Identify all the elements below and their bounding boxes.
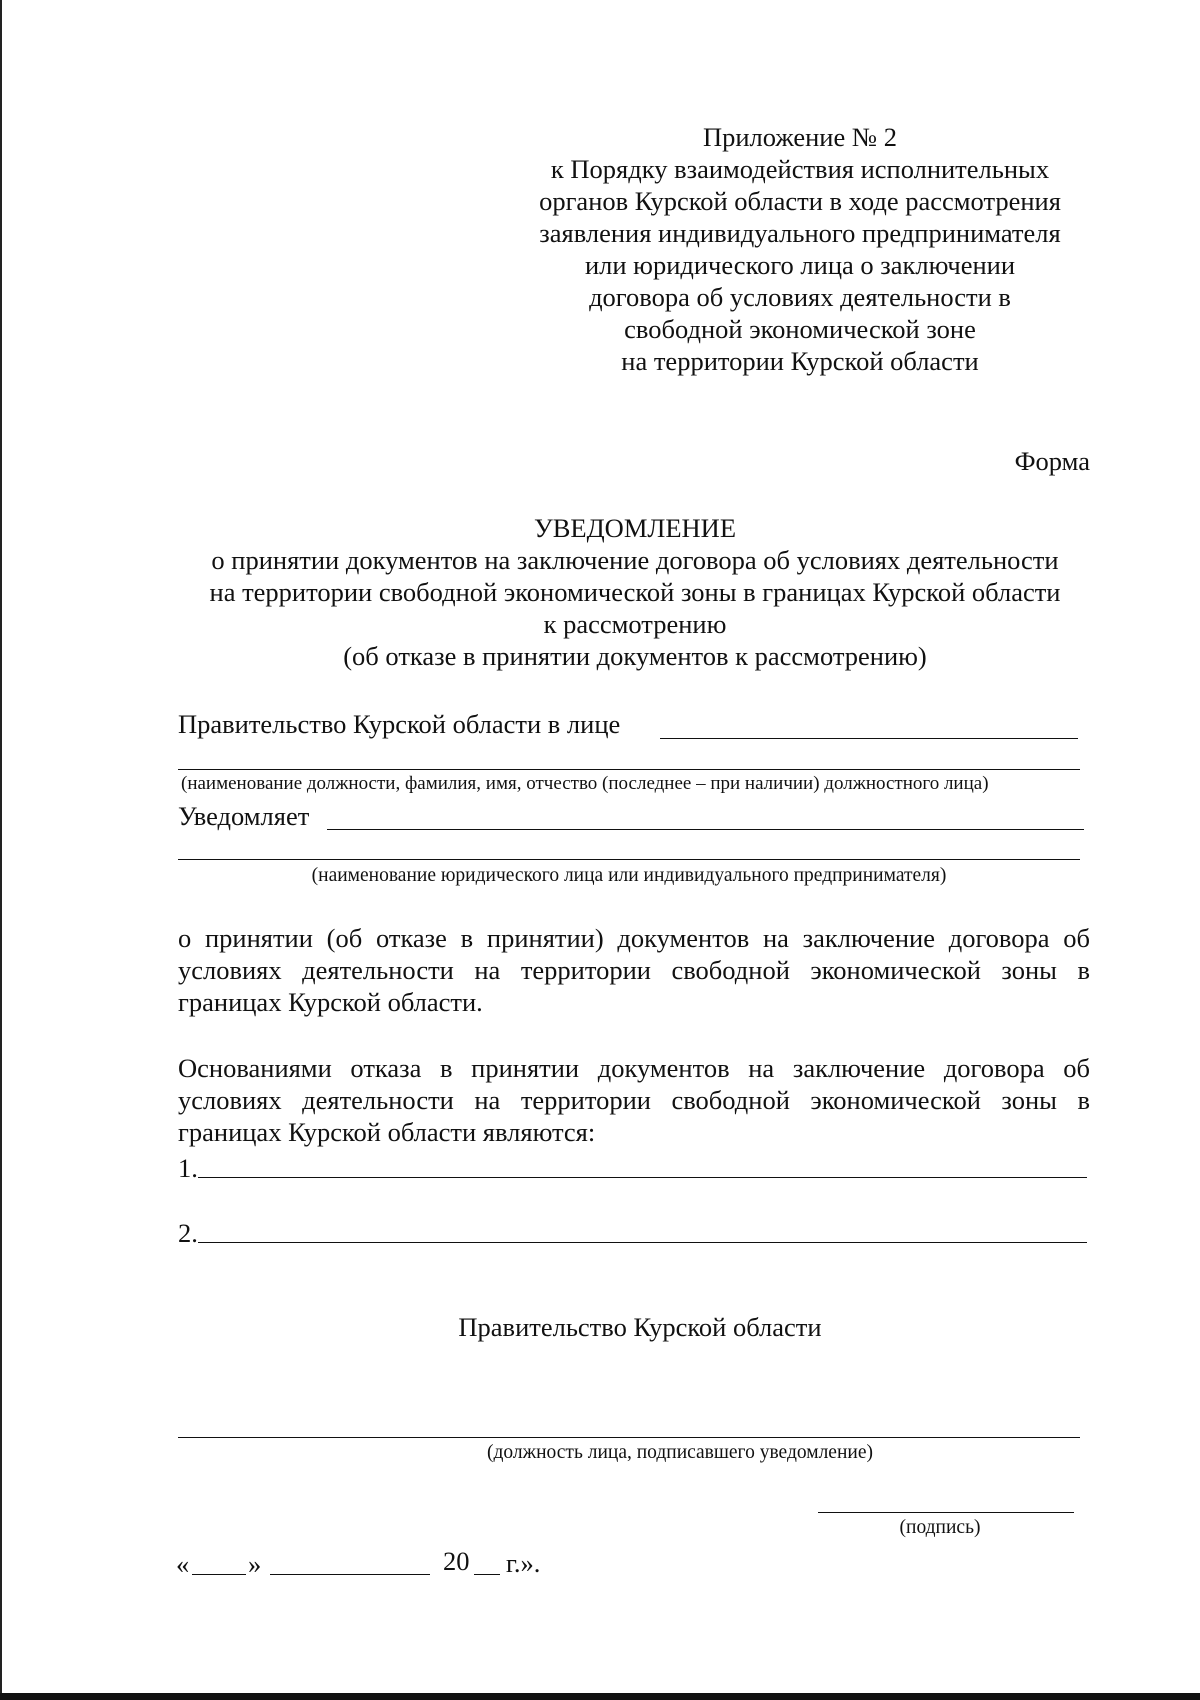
official-name-line: [660, 738, 1078, 739]
item-number-2: 2.: [178, 1218, 198, 1248]
signature-line: [818, 1512, 1074, 1513]
date-year-suffix: г.».: [506, 1548, 541, 1578]
paragraph-line: условиях деятельности на территории свободной экономической зоны в: [178, 955, 1090, 985]
annex-line: свободной экономической зоне: [624, 314, 976, 344]
item-number-1: 1.: [178, 1153, 198, 1183]
notice-subtitle-line: на территории свободной экономической зоны в границах Курской области: [209, 577, 1061, 607]
page-left-edge: [0, 0, 2, 1700]
annex-line: договора об условиях деятельности в: [589, 282, 1011, 312]
paragraph-line: Основаниями отказа в принятии документов на заключение договора об: [178, 1053, 1090, 1083]
official-name-line-2: [178, 769, 1080, 770]
notice-title-block: [150, 512, 1120, 672]
item-1-line: [198, 1177, 1087, 1178]
date-day-line: [192, 1574, 246, 1575]
paragraph-line: границах Курской области.: [178, 987, 483, 1017]
date-open-quote: «: [176, 1549, 190, 1579]
paragraph-refusal-grounds: [178, 1052, 1090, 1148]
paragraph-acceptance: [178, 922, 1090, 1018]
date-year-line: [474, 1574, 500, 1575]
signature-org: Правительство Курской области: [458, 1312, 822, 1342]
date-close-quote: »: [248, 1549, 262, 1579]
paragraph-line: границах Курской области являются:: [178, 1117, 596, 1147]
paragraph-line: о принятии (об отказе в принятии) документов на заключение договора об: [178, 923, 1090, 953]
notice-heading: УВЕДОМЛЕНИЕ: [533, 513, 737, 543]
annex-line: на территории Курской области: [621, 346, 979, 376]
notice-subtitle-line: о принятии документов на заключение договора об условиях деятельности: [211, 545, 1059, 575]
entity-name-line: [178, 859, 1080, 860]
date-month-line: [270, 1574, 430, 1575]
entity-caption: (наименование юридического лица или индивидуального предпринимателя): [311, 865, 947, 886]
annex-line: органов Курской области в ходе рассмотрения: [539, 186, 1061, 216]
signature-caption: (подпись): [899, 1517, 981, 1538]
date-year-prefix: 20: [443, 1546, 470, 1576]
annex-line: заявления индивидуального предпринимателя: [539, 218, 1061, 248]
notifies-label: Уведомляет: [178, 801, 310, 831]
notice-subtitle-line: к рассмотрению: [543, 609, 727, 639]
page-bottom-edge: [0, 1693, 1200, 1700]
official-caption: (наименование должности, фамилия, имя, отчество (последнее – при наличии) должностного лица): [181, 773, 989, 794]
form-label: Форма: [1014, 446, 1090, 476]
notifies-line: [327, 829, 1084, 830]
annex-title: Приложение № 2: [702, 122, 897, 152]
annex-line: или юридического лица о заключении: [584, 250, 1016, 280]
annex-header: [520, 121, 1080, 377]
paragraph-line: условиях деятельности на территории свободной экономической зоны в: [178, 1085, 1090, 1115]
annex-line: к Порядку взаимодействия исполнительных: [550, 154, 1050, 184]
signatory-position-line: [178, 1437, 1080, 1438]
item-2-line: [198, 1242, 1087, 1243]
position-caption: (должность лица, подписавшего уведомление): [486, 1442, 873, 1463]
notice-subtitle-line: (об отказе в принятии документов к рассмотрению): [343, 641, 927, 671]
government-label: Правительство Курской области в лице: [178, 709, 621, 739]
